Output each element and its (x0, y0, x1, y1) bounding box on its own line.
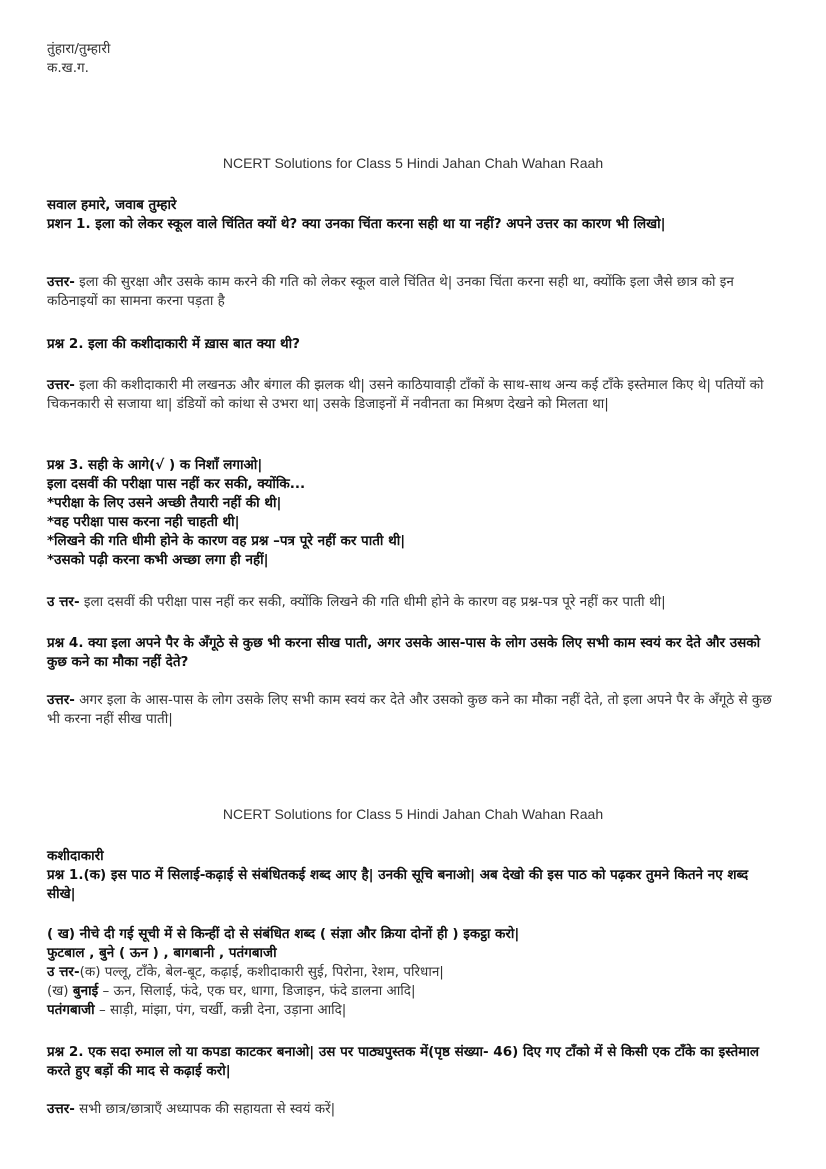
answer-label: उत्तर- (47, 692, 75, 708)
answer-4 (47, 691, 777, 729)
section-1-heading-block (47, 196, 777, 234)
answer-text: – साड़ी, मांझा, पंग, चर्खी, कन्नी देना, उड़ाना आदि| (94, 1002, 347, 1018)
section-2-heading-block (47, 847, 777, 904)
answer-label: उ त्तर- (47, 594, 80, 610)
answer-text: इला की सुरक्षा और उसके काम करने की गति को लेकर स्कूल वाले चिंतित थे| उनका चिंता करना सही था, क्योंकि इला जैसे छात्र को इन कठिनाइयों का सामना करना पड़ता है (47, 274, 734, 309)
section-2-question-1b (47, 925, 777, 1020)
question-3-subtext: इला दसवीं की परीक्षा पास नहीं कर सकी, क्योंकि... (47, 476, 306, 492)
answer-text: (क) पल्लू, टाँके, बेल-बूट, कढ़ाई, कशीदाकारी सुई, पिरोना, रेशम, परिधान| (79, 964, 444, 980)
answer-label: बुनाई (72, 983, 99, 999)
question-4 (47, 634, 777, 672)
answer-text: इला दसवीं की परीक्षा पास नहीं कर सकी, क्योंकि लिखने की गति धीमी होने के कारण वह प्रश्न-पत्र पूरे नहीं कर पाती थी| (79, 594, 666, 610)
answer-text: अगर इला के आस-पास के लोग उसके लिए सभी काम स्वयं कर देते और उसको कुछ कने का मौका नहीं देते, तो इला अपने पैर के अँगूठे से कुछ भी करना नहीं सीख पाती| (47, 692, 772, 727)
section-1-title: NCERT Solutions for Class 5 Hindi Jahan Chah Wahan Raah (222, 155, 604, 171)
question-1: प्रशन 1. इला को लेकर स्कूल वाले चिंतित क्यों थे? क्या उनका चिंता करना सही था या नहीं? अपने उत्तर का कारण भी लिखो| (47, 216, 666, 232)
question-3-option: *वह परीक्षा पास करना नही चाहती थी| (47, 514, 240, 530)
question-3-text: प्रश्न 3. सही के आगे(√ ) क निशाँ लगाओ| (47, 457, 263, 473)
answer-1 (47, 273, 777, 311)
question-3 (47, 456, 777, 570)
question-4-text: प्रश्न 4. क्या इला अपने पैर के अँगूठे से कुछ भी करना सीख पाती, अगर उसके आस-पास के लोग उसके लिए सभी काम स्वयं कर देते और उसको कुछ कने का मौका नहीं देते? (47, 635, 761, 670)
question-1b-text: ( ख) नीचे दी गई सूची में से किन्हीं दो से संबंधित शब्द ( संज्ञा और क्रिया दोनों ही ) इकट्ठा करो| (47, 926, 520, 942)
answer-2 (47, 376, 777, 414)
answer-label: उत्तर- (47, 274, 75, 290)
question-3-option: *परीक्षा के लिए उसने अच्छी तैयारी नहीं की थी| (47, 495, 282, 511)
section-2-answer-2 (47, 1100, 777, 1119)
answer-label: उत्तर- (47, 377, 75, 393)
answer-label: उत्तर- (47, 1101, 75, 1117)
section-2-question-1: प्रश्न 1.(क) इस पाठ में सिलाई-कढ़ाई से संबंधितकई शब्द आए है| उनकी सूचि बनाओ| अब देखो की इस पाठ को पढ़कर तुमने कितने नए शब्द सीखे| (47, 867, 749, 902)
header-line-1: तुंहारा/तुम्हारी (47, 41, 111, 57)
section-2-heading: कशीदाकारी (47, 848, 104, 864)
question-2-text: प्रश्न 2. एक सदा रुमाल लो या कपडा काटकर बनाओ| उस पर पाठ्यपुस्तक में(पृष्ठ संख्या- 46) दिए गए टाँको में से किसी एक टाँके का इस्तेमाल करते हुए बड़ों की माद से कढ़ाई करो| (47, 1044, 759, 1079)
header-line-2: क.ख.ग. (47, 60, 89, 76)
question-1b-list: फुटबाल , बुने ( ऊन ) , बागबानी , पतंगबाजी (47, 945, 277, 961)
answer-prefix: (ख) (47, 983, 73, 999)
section-2-title: NCERT Solutions for Class 5 Hindi Jahan Chah Wahan Raah (222, 806, 604, 822)
question-3-option: *लिखने की गति धीमी होने के कारण वह प्रश्न –पत्र पूरे नहीं कर पाती थी| (47, 533, 406, 549)
question-3-option: *उसको पढ़ी करना कभी अच्छा लगा ही नहीं| (47, 552, 269, 568)
answer-label: पतंगबाजी (47, 1002, 95, 1018)
answer-label: उ त्तर- (47, 964, 80, 980)
section-1-heading: सवाल हमारे, जवाब तुम्हारे (47, 197, 177, 213)
answer-3 (47, 593, 777, 612)
answer-text: – ऊन, सिलाई, फंदे, एक घर, धागा, डिजाइन, फंदे डालना आदि| (98, 983, 416, 999)
section-2-question-2 (47, 1043, 777, 1081)
question-2-text: प्रश्न 2. इला की कशीदाकारी में ख़ास बात क्या थी? (47, 336, 300, 352)
page-header (47, 40, 777, 78)
question-2 (47, 335, 777, 354)
answer-text: सभी छात्र/छात्राएँ अध्यापक की सहायता से स्वयं करें| (74, 1101, 336, 1117)
answer-text: इला की कशीदाकारी मी लखनऊ और बंगाल की झलक थी| उसने काठियावाड़ी टाँकों के साथ-साथ अन्य कई टाँके इस्तेमाल किए थे| पतियों को चिकनकारी से सजाया था| डंडियों को कांथा से उभरा था| उसके डिजाइनों में नवीनता का मिश्रण देखने को मिलता था| (47, 377, 764, 412)
